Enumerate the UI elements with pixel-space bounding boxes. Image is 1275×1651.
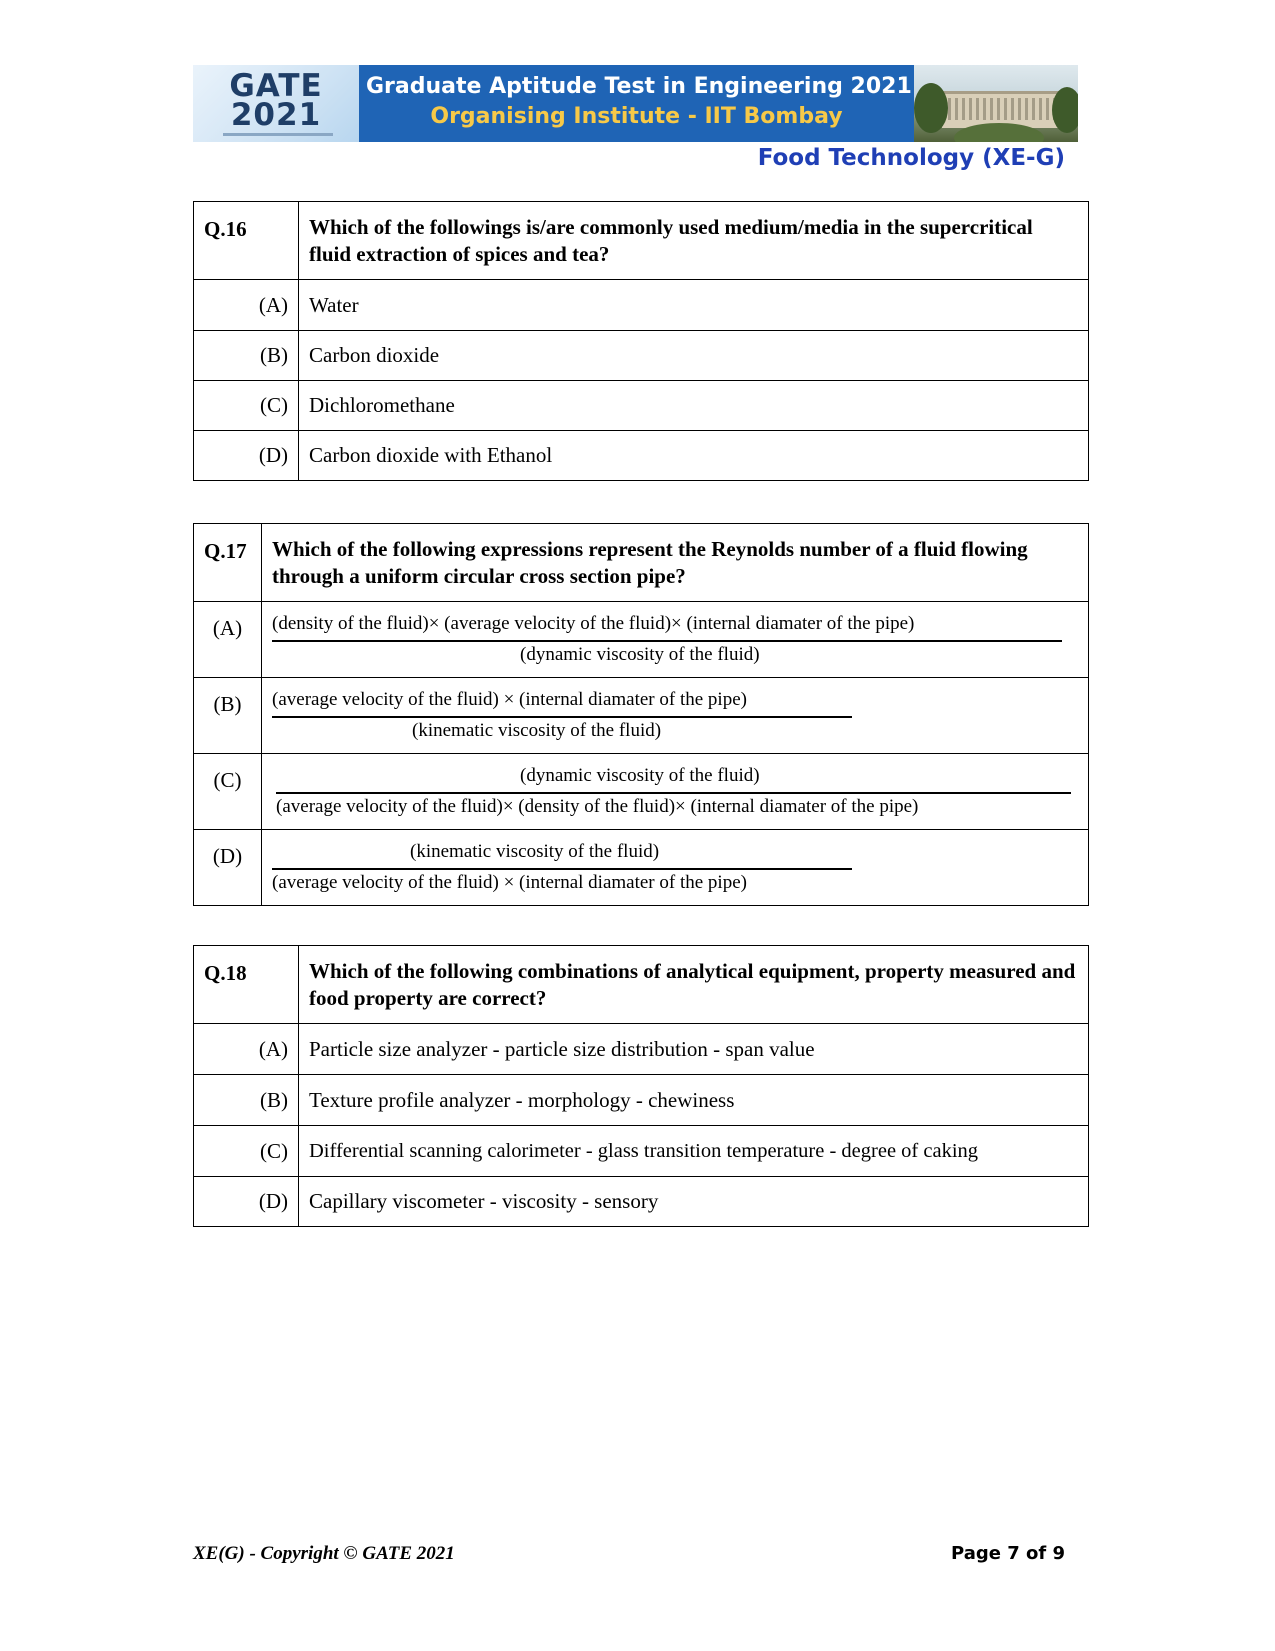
- question-number: Q.18: [194, 946, 299, 1024]
- option-fraction: [262, 602, 1089, 678]
- question-17-table: [193, 523, 1089, 906]
- fraction-denominator: (average velocity of the fluid)× (density of the fluid)× (internal diamater of the pipe): [276, 796, 919, 817]
- option-label: (C): [194, 754, 262, 830]
- option-label: (B): [194, 1075, 299, 1126]
- option-label: (A): [194, 602, 262, 678]
- logo-tagline-mark: [223, 133, 333, 136]
- option-label: (D): [194, 1177, 299, 1227]
- question-number: Q.16: [194, 202, 299, 280]
- option-text: Carbon dioxide with Ethanol: [299, 431, 1089, 481]
- option-label: (C): [194, 1126, 299, 1177]
- fraction-bar: [272, 716, 852, 718]
- option-fraction: [262, 754, 1089, 830]
- option-label: (A): [194, 1024, 299, 1075]
- question-16-table: [193, 201, 1089, 481]
- fraction-denominator: (kinematic viscosity of the fluid): [412, 720, 662, 741]
- option-fraction: [262, 830, 1089, 906]
- question-number: Q.17: [194, 524, 262, 602]
- campus-building-photo: [914, 65, 1078, 142]
- option-fraction: [262, 678, 1089, 754]
- tree-shape: [914, 83, 948, 133]
- banner-text-panel: [359, 65, 914, 142]
- option-text: Capillary viscometer - viscosity - sensory: [299, 1177, 1089, 1227]
- option-text: Carbon dioxide: [299, 331, 1089, 381]
- option-label: (B): [194, 331, 299, 381]
- option-label: (A): [194, 280, 299, 331]
- fraction-numerator: (density of the fluid)× (average velocity of the fluid)× (internal diamater of the pipe): [272, 613, 915, 634]
- logo-line2: 2021: [230, 97, 322, 133]
- option-text: Particle size analyzer - particle size distribution - span value: [299, 1024, 1089, 1075]
- banner-title: Graduate Aptitude Test in Engineering 2021: [366, 74, 912, 99]
- fraction-numerator: (kinematic viscosity of the fluid): [410, 841, 660, 862]
- question-18-table: [193, 945, 1089, 1227]
- option-text: Texture profile analyzer - morphology - chewiness: [299, 1075, 1089, 1126]
- fraction-numerator: (dynamic viscosity of the fluid): [520, 765, 760, 786]
- logo-line1: GATE: [229, 68, 323, 104]
- tree-shape: [1052, 87, 1078, 133]
- banner-subtitle: Organising Institute - IIT Bombay: [430, 104, 843, 129]
- fraction-denominator: (dynamic viscosity of the fluid): [520, 644, 760, 665]
- header-banner: [193, 65, 1078, 142]
- fraction-bar: [272, 868, 852, 870]
- question-text: Which of the following expressions represent the Reynolds number of a fluid flowing through a uniform circular cross section pipe?: [262, 524, 1089, 602]
- option-text: Water: [299, 280, 1089, 331]
- fraction-numerator: (average velocity of the fluid) × (internal diamater of the pipe): [272, 689, 747, 710]
- fraction-denominator: (average velocity of the fluid) × (internal diamater of the pipe): [272, 872, 747, 893]
- building-windows: [948, 98, 1056, 120]
- option-text: Dichloromethane: [299, 381, 1089, 431]
- gate-logo: [193, 65, 359, 142]
- option-label: (D): [194, 830, 262, 906]
- subject-title: Food Technology (XE-G): [757, 145, 1065, 171]
- fraction-bar: [276, 792, 1071, 794]
- question-text: Which of the following combinations of analytical equipment, property measured and food property are correct?: [299, 946, 1089, 1024]
- question-text: Which of the followings is/are commonly used medium/media in the supercritical fluid extraction of spices and tea?: [299, 202, 1089, 280]
- option-text: Differential scanning calorimeter - glass transition temperature - degree of caking: [299, 1126, 1089, 1177]
- option-label: (B): [194, 678, 262, 754]
- footer-copyright: XE(G) - Copyright © GATE 2021: [193, 1543, 455, 1564]
- fraction-bar: [272, 640, 1062, 642]
- option-label: (C): [194, 381, 299, 431]
- option-label: (D): [194, 431, 299, 481]
- footer-page-number: Page 7 of 9: [951, 1543, 1065, 1564]
